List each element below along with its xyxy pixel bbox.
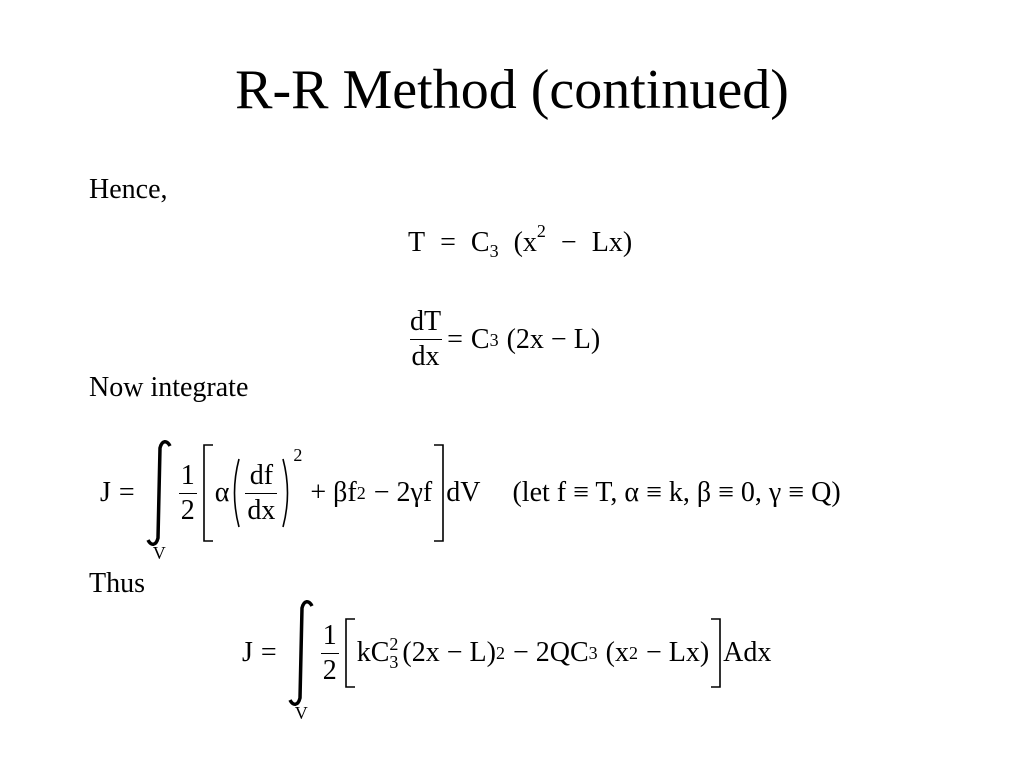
eq4-q-subscript: 3 bbox=[588, 643, 598, 663]
eq2-derivative-fraction bbox=[408, 308, 443, 371]
slide-title: R-R Method (continued) bbox=[235, 59, 789, 121]
eq3-left-paren bbox=[229, 457, 241, 529]
eq4-k-term: kC bbox=[356, 637, 390, 668]
now-integrate-text: Now integrate bbox=[89, 372, 249, 403]
equation-functional-j bbox=[100, 438, 841, 563]
eq2-body: (2x − L) bbox=[506, 323, 601, 355]
eq3-half-fraction bbox=[179, 459, 197, 526]
eq4-paren1-exponent: 2 bbox=[495, 643, 505, 663]
eq1-x: x bbox=[522, 227, 537, 258]
eq3-derivative-fraction bbox=[245, 459, 277, 526]
eq3-d-den: dx bbox=[247, 494, 276, 526]
eq1-equals: = bbox=[440, 227, 456, 258]
eq4-right-bracket bbox=[709, 617, 723, 689]
eq2-equals: = bbox=[447, 323, 463, 355]
eq3-half-den: 2 bbox=[180, 494, 195, 526]
eq2-c: C bbox=[470, 323, 490, 355]
eq4-paren2-start: (x bbox=[605, 637, 629, 668]
eq3-paren-exponent: 2 bbox=[293, 445, 303, 465]
eq3-gamma-term: − 2γf bbox=[373, 477, 433, 508]
eq4-adx: Adx bbox=[723, 637, 772, 668]
eq1-lx: Lx bbox=[591, 227, 623, 258]
eq4-half-den: 2 bbox=[322, 654, 337, 686]
eq1-open-paren: ( bbox=[513, 227, 523, 258]
eq3-alpha: α bbox=[214, 477, 230, 508]
eq4-q-term: − 2QC bbox=[512, 637, 589, 668]
eq3-d-num: df bbox=[249, 459, 274, 491]
eq4-half-fraction bbox=[321, 619, 339, 686]
equation-t bbox=[408, 222, 632, 260]
eq1-c: C bbox=[470, 227, 490, 258]
eq1-minus: − bbox=[560, 227, 577, 258]
eq4-lhs: J bbox=[242, 637, 253, 668]
eq4-c-indices bbox=[389, 635, 398, 671]
eq4-equals: = bbox=[260, 637, 277, 668]
eq4-x-exponent: 2 bbox=[628, 643, 638, 663]
eq4-c-subscript: 3 bbox=[389, 652, 399, 672]
eq3-lhs: J bbox=[100, 477, 111, 508]
equation-dtdx bbox=[404, 308, 600, 371]
eq3-left-bracket bbox=[201, 443, 215, 543]
thus-text: Thus bbox=[89, 568, 145, 599]
hence-text: Hence, bbox=[89, 174, 168, 205]
eq3-beta-term: + βf bbox=[310, 477, 357, 508]
eq4-paren1: (2x − L) bbox=[402, 637, 496, 668]
eq3-right-paren bbox=[281, 457, 293, 529]
eq3-integral-lower-limit: V bbox=[152, 543, 166, 563]
eq1-x-exponent: 2 bbox=[536, 221, 546, 241]
eq4-half-num: 1 bbox=[322, 619, 337, 651]
eq2-denominator: dx bbox=[411, 341, 440, 372]
eq4-paren2-end: − Lx) bbox=[645, 637, 710, 668]
eq2-c-subscript: 3 bbox=[489, 329, 499, 350]
eq3-dv: dV bbox=[446, 477, 481, 508]
eq3-f-exponent: 2 bbox=[356, 483, 366, 503]
eq3-integral-sign bbox=[143, 438, 175, 563]
eq1-c-subscript: 3 bbox=[489, 241, 499, 261]
eq3-half-num: 1 bbox=[180, 459, 195, 491]
eq2-numerator: dT bbox=[410, 306, 442, 337]
equation-final-j bbox=[242, 598, 772, 723]
eq3-right-bracket bbox=[432, 443, 446, 543]
eq4-integral-lower-limit: V bbox=[294, 703, 308, 723]
eq4-integral-sign bbox=[285, 598, 317, 723]
eq3-substitution-note: (let f ≡ T, α ≡ k, β ≡ 0, γ ≡ Q) bbox=[512, 477, 841, 508]
eq3-equals: = bbox=[118, 477, 135, 508]
eq1-lhs: T bbox=[408, 227, 426, 258]
eq1-close-paren: ) bbox=[622, 227, 633, 258]
eq4-left-bracket bbox=[343, 617, 357, 689]
eq4-c-exponent: 2 bbox=[389, 634, 399, 654]
